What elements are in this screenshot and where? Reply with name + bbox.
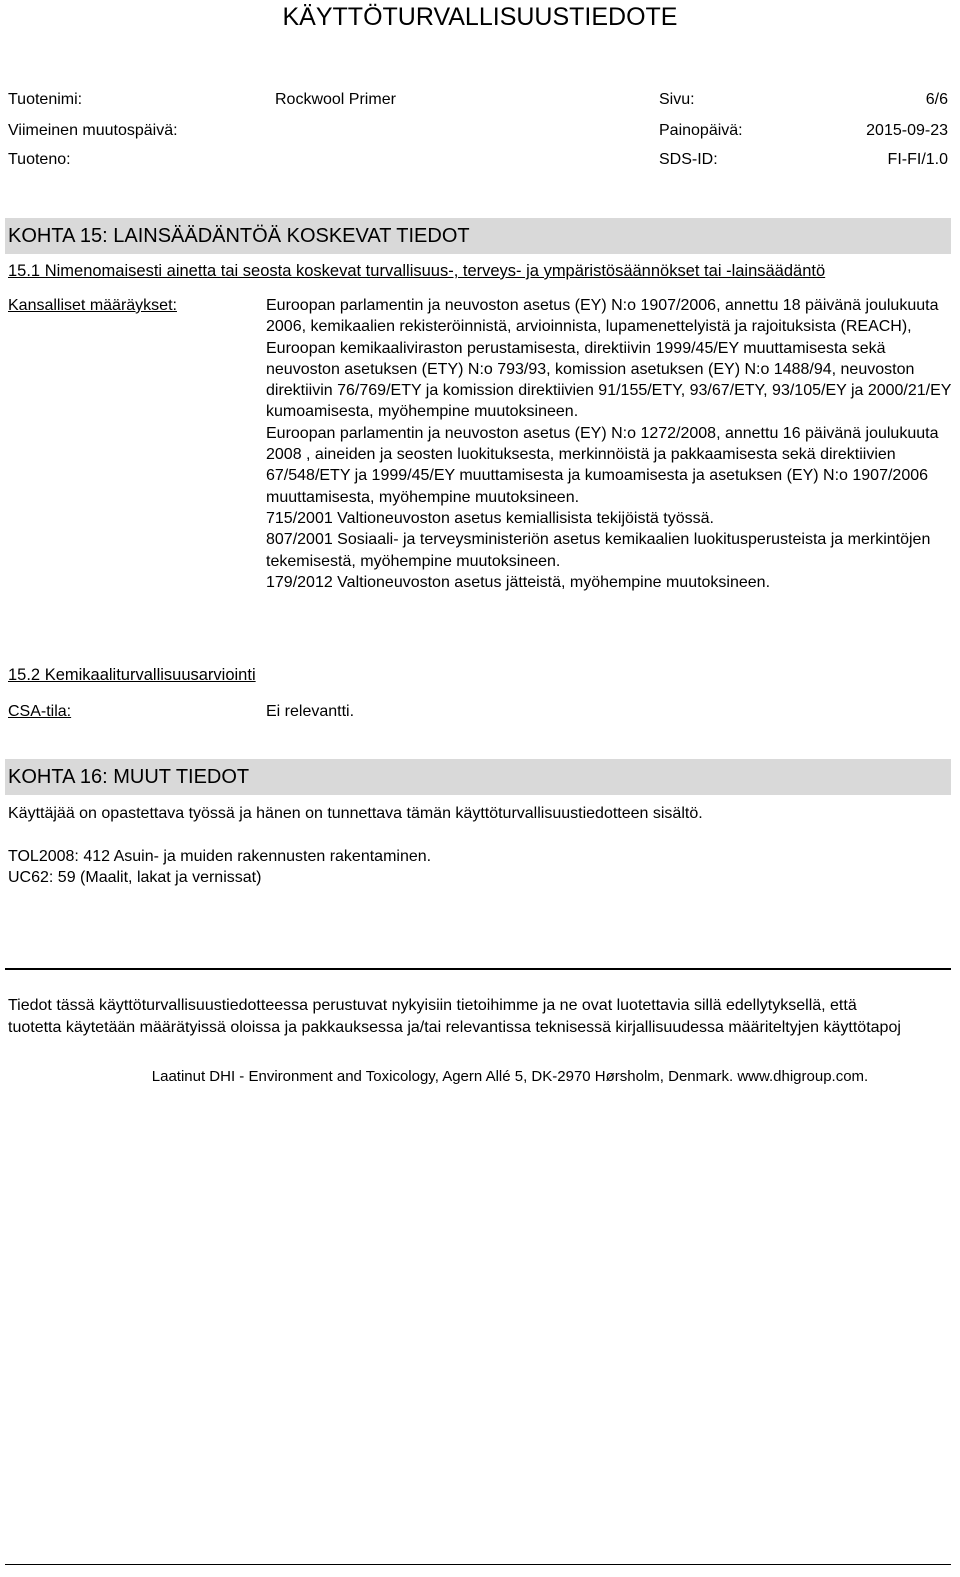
regulation-item: Euroopan parlamentin ja neuvoston asetus (EY) N:o 1272/2008, annettu 16 päivänä joulukuuta 2008 , aineiden ja seosten luokituksesta, merkinnöistä ja pakkaamisesta sekä direktiivien 67/548/ETY ja 1999/45/EY muuttamisesta ja kumoamisesta ja asetuksen (EY) N:o 1907/2006 muuttamisesta, myöhempine muutoksineen. xyxy=(266,424,939,506)
disclaimer-text: Tiedot tässä käyttöturvallisuustiedotteessa perustuvat nykyisiin tietoihimme ja ne ovat luotettavia sillä edellytyksellä, että tuotetta käytetään määrätyissä oloissa ja pakkauksessa ja/tai relevantissa teknisessä kirjallisuudessa määriteltyjen käyttötapoj xyxy=(8,997,901,1036)
print-date-label: Painopäivä: xyxy=(659,122,743,139)
section-15-1-subheading: 15.1 Nimenomaisesti ainetta tai seosta koskevat turvallisuus-, terveys- ja ympäristösäännökset tai -lainsäädäntö xyxy=(8,262,826,280)
sds-id-value: FI-FI/1.0 xyxy=(887,151,948,168)
regulation-item: 807/2001 Sosiaali- ja terveysministeriön asetus kemikaalien luokitusperusteista ja merkintöjen tekemisestä, myöhempine muutoksineen. xyxy=(266,531,931,570)
section-15-heading: KOHTA 15: LAINSÄÄDÄNTÖÄ KOSKEVAT TIEDOT xyxy=(5,218,951,254)
csa-label: CSA-tila: xyxy=(8,703,72,720)
sds-id-label: SDS-ID: xyxy=(659,151,718,168)
regulations-list xyxy=(266,295,956,593)
national-regulations-label: Kansalliset määräykset: xyxy=(8,297,177,314)
product-no-label: Tuoteno: xyxy=(8,151,71,168)
regulation-item: 715/2001 Valtioneuvoston asetus kemiallisista tekijöistä työssä. xyxy=(266,509,714,527)
bottom-divider xyxy=(5,1564,951,1565)
section-16-heading: KOHTA 16: MUUT TIEDOT xyxy=(5,759,951,795)
regulation-item: 179/2012 Valtioneuvoston asetus jätteistä, myöhempine muutoksineen. xyxy=(266,573,771,591)
user-instruction-text: Käyttäjää on opastettava työssä ja hänen on tunnettava tämän käyttöturvallisuustiedotteen sisältö. xyxy=(8,805,703,822)
page-label: Sivu: xyxy=(659,91,695,108)
revision-date-label: Viimeinen muutospäivä: xyxy=(8,122,178,139)
product-name-value: Rockwool Primer xyxy=(275,91,396,108)
regulation-item: Euroopan parlamentin ja neuvoston asetus (EY) N:o 1907/2006, annettu 18 päivänä joulukuuta 2006, kemikaalien rekisteröinnistä, arvioinnista, lupamenettelyistä ja rajoituksista (REACH), Euroopan kemikaaliviraston perustamisesta, direktiivin 1999/45/EY muuttamisesta sekä neuvoston asetuksen (ETY) N:o 793/93, komission asetuksen (EY) N:o 1488/94, neuvoston direktiivin 76/769/ETY ja komission direktiivien 91/155/ETY, 93/67/ETY, 93/105/EY ja 2000/21/EY kumoamisesta, myöhempine muutoksineen. xyxy=(266,297,952,421)
csa-value: Ei relevantti. xyxy=(266,703,355,720)
print-date-value: 2015-09-23 xyxy=(866,122,948,139)
product-name-label: Tuotenimi: xyxy=(8,91,83,108)
footer-divider xyxy=(5,968,951,970)
tol-code-text: TOL2008: 412 Asuin- ja muiden rakennusten rakentaminen. xyxy=(8,848,432,865)
section-15-2-subheading: 15.2 Kemikaaliturvallisuusarviointi xyxy=(8,666,256,684)
page-value: 6/6 xyxy=(925,91,948,108)
document-title: KÄYTTÖTURVALLISUUSTIEDOTE xyxy=(282,3,678,31)
prepared-by-text: Laatinut DHI - Environment and Toxicology, Agern Allé 5, DK-2970 Hørsholm, Denmark. www.dhigroup.com. xyxy=(151,1068,869,1085)
uc-code-text: UC62: 59 (Maalit, lakat ja vernissat) xyxy=(8,869,262,886)
